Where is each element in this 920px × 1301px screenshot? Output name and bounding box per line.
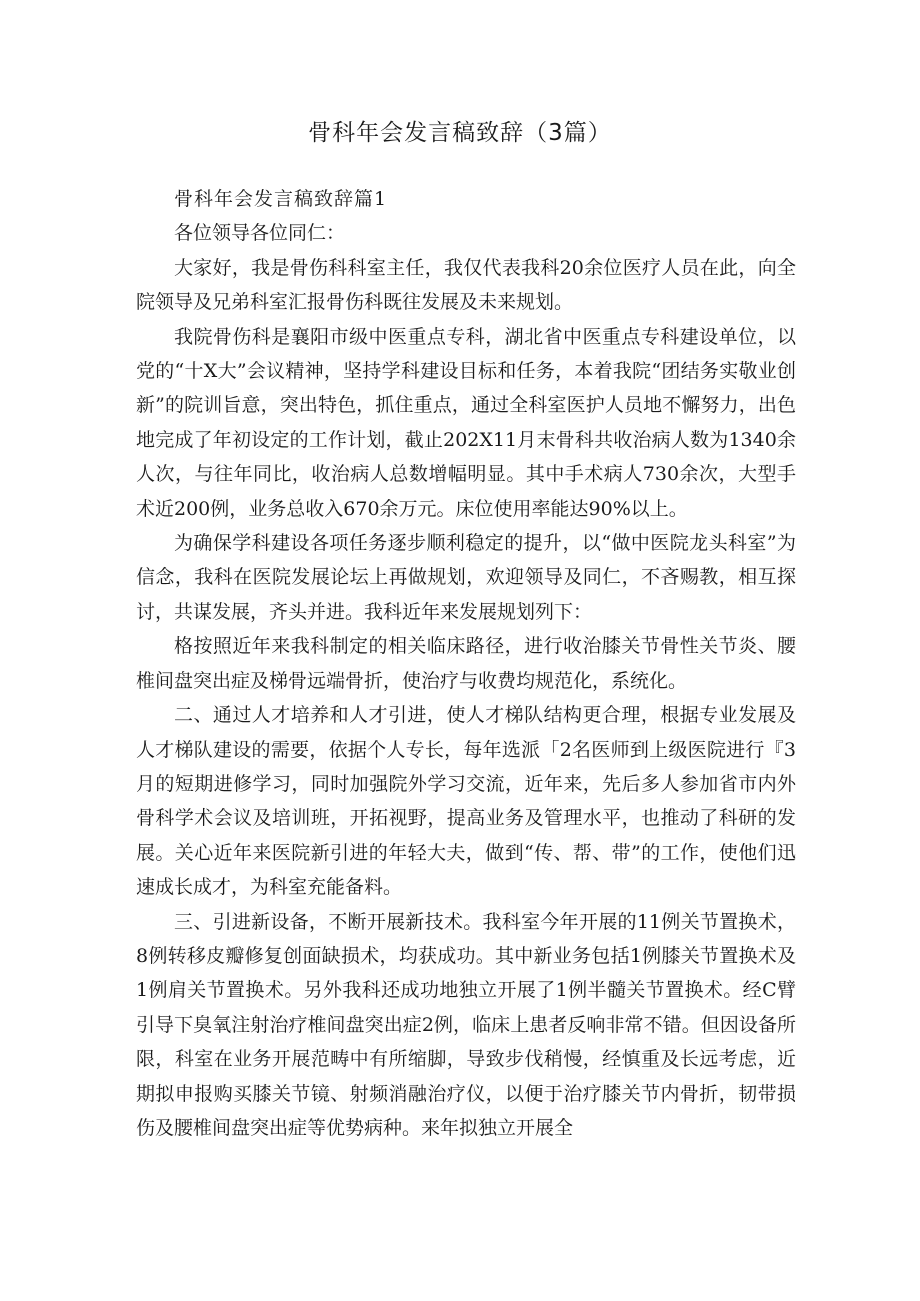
paragraph-talent-training: 二、通过人才培养和人才引进，使人才梯队结构更合理，根据专业发展及人才梯队建设的需要，依据个人专长，每年选派「2名医师到上级医院进行『3月的短期进修学习，同时加强院外学习交流，近年来，先后多人参加省市内外骨科学术会议及培训班，开拓视野，提高业务及管理水平，也推动了科研的发展。关心近年来医院新引进的年轻大夫，做到“传、帮、带”的工作，使他们迅速成长成才，为科室充能备料。 — [136, 704, 796, 899]
paragraph-clinical-pathway: 格按照近年来我科制定的相关临床路径，进行收治膝关节骨性关节炎、腰椎间盘突出症及梯骨远端骨折，使治疗与收费均规范化，系统化。 — [136, 635, 796, 692]
document-body — [136, 182, 796, 1145]
paragraph-department-overview: 我院骨伤科是襄阳市级中医重点专科，湖北省中医重点专科建设单位，以党的“十X大”会议精神，坚持学科建设目标和任务，本着我院“团结务实敬业创新”的院训旨意，突出特色，抓住重点，通过全科室医护人员地不懈努力，出色地完成了年初设定的工作计划，截止202X11月末骨科共收治病人数为1340余人次，与往年同比，收治病人总数增幅明显。其中手术病人730余次，大型手术近200例，业务总收入670余万元。床位使用率能达90%以上。 — [136, 325, 796, 520]
paragraph-planning-intro: 为确保学科建设各项任务逐步顺利稳定的提升，以“做中医院龙头科室”为信念，我科在医院发展论坛上再做规划，欢迎领导及同仁，不吝赐教，相互探讨，共谋发展，齐头并进。我科近年来发展规划列下： — [136, 532, 796, 623]
paragraph-new-equipment: 三、引进新设备，不断开展新技术。我科室今年开展的11例关节置换术，8例转移皮瓣修复创面缺损术，均获成功。其中新业务包括1例膝关节置换术及1例肩关节置换术。另外我科还成功地独立开展了1例半髓关节置换术。经C臂引导下臭氧注射治疗椎间盘突出症2例，临床上患者反响非常不错。但因设备所限，科室在业务开展范畴中有所缩脚，导致步伐稍慢，经慎重及长远考虑，近期拟申报购买膝关节镜、射频消融治疗仪，以便于治疗膝关节内骨折，韧带损伤及腰椎间盘突出症等优势病种。来年拟独立开展全 — [136, 910, 796, 1139]
section-heading: 骨科年会发言稿致辞篇1 — [174, 188, 388, 210]
salutation: 各位领导各位同仁： — [174, 222, 346, 245]
paragraph-greeting: 大家好，我是骨伤科科室主任，我仅代表我科20余位医疗人员在此，向全院领导及兄弟科室汇报骨伤科既往发展及未来规划。 — [136, 256, 796, 314]
document-title: 骨科年会发言稿致辞（3篇） — [308, 120, 612, 146]
